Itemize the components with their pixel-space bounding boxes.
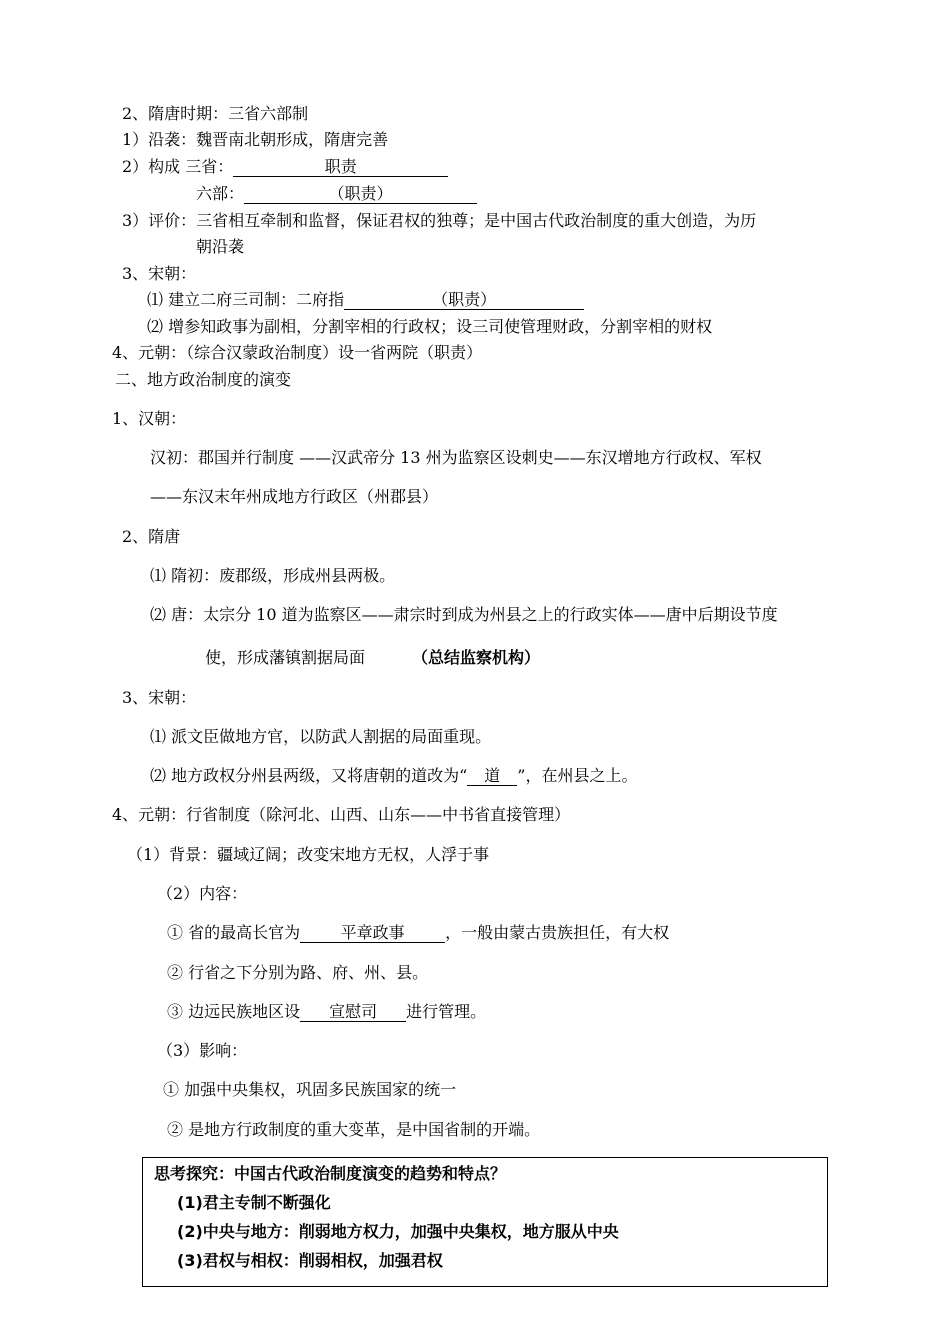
- yuan-local-heading: 4、元朝：行省制度（除河北、山西、山东——中书省直接管理）: [112, 805, 571, 824]
- yuan-c1-suffix: ，一般由蒙古贵族担任，有大权: [445, 923, 670, 942]
- liubu-blank: （职责）: [244, 185, 477, 204]
- song-item2-prefix: ⑵ 地方政权分州县两级，又将唐朝的道改为“: [150, 766, 468, 785]
- think-box: [142, 1157, 828, 1287]
- song-local-item-2: [150, 766, 637, 786]
- song-local-heading: 3、宋朝：: [122, 688, 197, 707]
- suitang-item-2-line-2: 使，形成藩镇割据局面: [205, 648, 366, 667]
- yuan-content-heading: （2）内容：: [157, 884, 248, 903]
- liubu-label: 六部：: [196, 184, 245, 203]
- evaluation-line-1: 3）评价：三省相互牵制和监督，保证君权的独尊；是中国古代政治制度的重大创造，为历: [122, 211, 757, 230]
- han-line-1: 汉初：郡国并行制度 ——汉武帝分 13 州为监察区设刺史——东汉增地方行政权、军权: [150, 448, 762, 467]
- suitang-item-2-line-1: ⑵ 唐：太宗分 10 道为监察区——肃宗时到成为州县之上的行政实体——唐中后期设节度: [150, 605, 778, 624]
- liubu-line: [196, 184, 477, 204]
- think-point-2: (2)中央与地方：削弱地方权力，加强中央集权，地方服从中央: [177, 1222, 619, 1241]
- dao-blank: 道: [467, 767, 517, 786]
- evaluation-line-2: 朝沿袭: [196, 237, 245, 256]
- sui-tang-heading: 2、隋唐时期：三省六部制: [122, 104, 309, 123]
- song-central-item-1: [147, 290, 584, 310]
- think-point-3: (3)君权与相权：削弱相权，加强君权: [177, 1251, 443, 1270]
- yuan-effect-heading: （3）影响：: [157, 1041, 248, 1060]
- song-central-item-2: ⑵ 增参知政事为副相，分割宰相的行政权；设三司使管理财政，分割宰相的财权: [147, 317, 713, 336]
- pingzhang-blank: 平章政事: [300, 924, 445, 943]
- song-item2-suffix: ”，在州县之上。: [517, 766, 638, 785]
- xuanwei-blank: 宣慰司: [300, 1003, 406, 1022]
- compose-line: [122, 157, 448, 177]
- yuan-effect-1: ① 加强中央集权，巩固多民族国家的统一: [163, 1080, 457, 1099]
- yuan-central-heading: 4、元朝：（综合汉蒙政治制度）设一省两院（职责）: [112, 343, 483, 362]
- sansheng-blank: 职责: [233, 158, 448, 177]
- erfu-blank: （职责）: [344, 291, 584, 310]
- yuan-c3-prefix: ③ 边远民族地区设: [167, 1002, 301, 1021]
- song-item1-prefix: ⑴ 建立二府三司制：二府指: [147, 290, 345, 309]
- yuan-content-2: ② 行省之下分别为路、府、州、县。: [167, 963, 429, 982]
- yuan-c3-suffix: 进行管理。: [406, 1002, 487, 1021]
- compose-label: 2）构成 三省：: [122, 157, 234, 176]
- yuan-effect-2: ② 是地方行政制度的重大变革，是中国省制的开端。: [167, 1120, 541, 1139]
- yuan-content-3: [167, 1002, 486, 1022]
- han-line-2: ——东汉末年州成地方行政区（州郡县）: [150, 487, 439, 506]
- local-section-title: 二、地方政治制度的演变: [115, 370, 292, 389]
- suitang-item-1: ⑴ 隋初：废郡级，形成州县两极。: [150, 566, 396, 585]
- inherit-line: 1）沿袭：魏晋南北朝形成，隋唐完善: [122, 130, 389, 149]
- yuan-background: （1）背景：疆域辽阔；改变宋地方无权，人浮于事: [127, 845, 490, 864]
- song-local-item-1: ⑴ 派文臣做地方官，以防武人割据的局面重现。: [150, 727, 492, 746]
- suitang-heading: 2、隋唐: [122, 527, 181, 546]
- think-box-title: 思考探究：中国古代政治制度演变的趋势和特点？: [154, 1164, 507, 1183]
- song-central-heading: 3、宋朝：: [122, 264, 197, 283]
- yuan-c1-prefix: ① 省的最高长官为: [167, 923, 301, 942]
- supervision-note: （总结监察机构）: [412, 648, 541, 667]
- yuan-content-1: [167, 923, 669, 943]
- han-heading: 1、汉朝：: [112, 409, 187, 428]
- think-point-1: (1)君主专制不断强化: [177, 1193, 331, 1212]
